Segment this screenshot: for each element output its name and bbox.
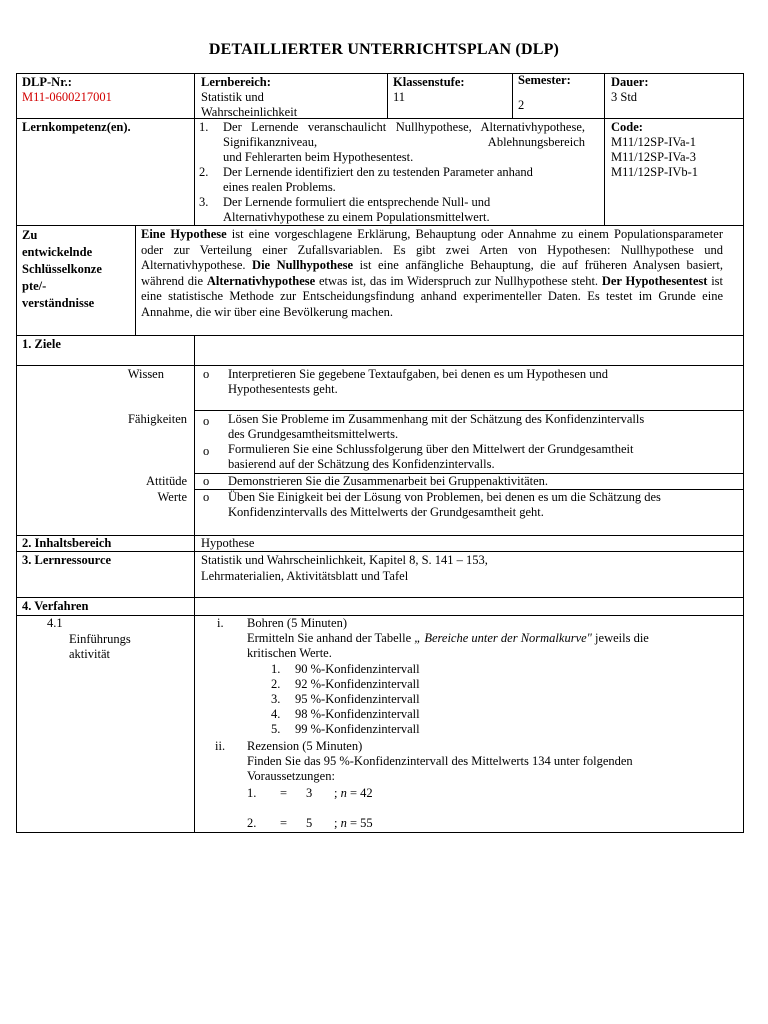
interval-item	[271, 707, 420, 722]
faehigkeiten-label: Fähigkeiten	[127, 412, 187, 426]
col-line	[135, 225, 136, 336]
row-line	[16, 118, 744, 119]
dlp-label: DLP-Nr.:	[22, 75, 72, 89]
row-line	[16, 335, 744, 336]
row-line	[16, 225, 744, 226]
inhalt-label: 2. Inhaltsbereich	[22, 536, 112, 550]
faehigkeiten-text: Formulieren Sie eine Schlussfolgerung über den Mittelwert der Grundgesamtheit	[228, 442, 634, 456]
condition-eq: =	[280, 816, 288, 830]
schluessel-label-line: verständnisse	[22, 296, 95, 310]
table-border-right	[743, 73, 744, 832]
dauer-label: Dauer:	[611, 75, 649, 89]
kompetenz-item	[199, 165, 599, 195]
faehigkeiten-text: des Grundgesamtheitsmittelwerts.	[228, 427, 399, 441]
faehigkeiten-text: basierend auf der Schätzung des Konfidenzintervalls.	[228, 457, 495, 471]
ressource-label: 3. Lernressource	[22, 553, 112, 567]
step-ii-title: Rezension (5 Minuten)	[247, 739, 363, 753]
semester-value: 2	[518, 98, 525, 112]
row-line	[16, 832, 744, 833]
condition-n-value: 42	[360, 786, 373, 800]
code-value: M11/12SP-IVa-1	[611, 135, 696, 149]
step-ii	[247, 739, 633, 784]
condition-n-value: 55	[360, 816, 373, 830]
dlp-number: M11-0600217001	[22, 90, 112, 104]
interval-item	[271, 722, 420, 737]
interval-item	[271, 662, 420, 677]
table-border-left	[16, 73, 17, 832]
klassenstufe-cell	[393, 75, 465, 105]
interval-text: 92 %-Konfidenzintervall	[295, 677, 420, 691]
row-line	[16, 597, 744, 598]
interval-num: 3.	[271, 692, 281, 706]
interval-item	[271, 692, 420, 707]
schluessel-label-line: entwickelnde	[22, 245, 93, 259]
interval-text: 98 %-Konfidenzintervall	[295, 707, 420, 721]
interval-text: 90 %-Konfidenzintervall	[295, 662, 420, 676]
kompetenz-text: Der Lernende formuliert die entsprechende Null- und	[223, 195, 491, 209]
attitude-text: Demonstrieren Sie die Zusammenarbeit bei Gruppenaktivitäten.	[228, 474, 549, 488]
condition-n-eq: =	[346, 816, 361, 830]
wissen-text: Interpretieren Sie gegebene Textaufgaben, bei denen es um Hypothesen und	[228, 367, 609, 381]
attitude-item	[228, 474, 548, 489]
schluessel-paragraph	[141, 227, 723, 320]
code-value: M11/12SP-IVa-3	[611, 150, 696, 164]
step-i	[247, 616, 649, 661]
row-line	[16, 73, 744, 74]
col-line	[604, 73, 605, 226]
verfahren-label: 4. Verfahren	[22, 599, 89, 613]
condition-sep: ;	[334, 816, 341, 830]
condition-sep: ;	[334, 786, 341, 800]
klassenstufe-label: Klassenstufe:	[393, 75, 465, 89]
lernbereich-value-line2: Wahrscheinlichkeit	[201, 105, 298, 119]
interval-text: 95 %-Konfidenzintervall	[295, 692, 420, 706]
schluessel-label-line: pte/-	[22, 279, 47, 293]
faehigkeiten-bullet: o	[203, 414, 210, 428]
schluessel-label	[22, 227, 102, 312]
kompetenz-text: eines realen Problems.	[223, 180, 336, 194]
col-line	[194, 73, 195, 226]
wissen-text: Hypothesentests geht.	[228, 382, 338, 396]
ziele-label: 1. Ziele	[22, 337, 61, 351]
kompetenz-text: Alternativhypothese zu einem Populationsmittelwert.	[223, 210, 490, 224]
lernbereich-label: Lernbereich:	[201, 75, 271, 89]
paragraph-text: etwas ist, das im Widerspruch zur Nullhypothese steht.	[315, 273, 602, 288]
werte-text: Konfidenzintervalls des Mittelwerts der Grundgesamtheit geht.	[228, 505, 544, 519]
kompetenz-num: 1.	[199, 120, 209, 134]
step-ii-text: Voraussetzungen:	[247, 769, 335, 783]
inhalt-value: Hypothese	[201, 536, 255, 550]
instruction-text: jeweils die	[591, 631, 649, 645]
kompetenz-list	[199, 120, 599, 225]
row-line	[16, 535, 744, 536]
paragraph-text: ist eine anfängliche Behauptung, die auf früheren Analysen basiert, während die	[141, 258, 724, 288]
werte-text: Üben Sie Einigkeit bei der Lösung von Problemen, bei denen es um die Schätzung des	[228, 490, 661, 504]
condition-eq: =	[280, 786, 288, 800]
semester-cell	[518, 73, 571, 113]
page-title: DETAILLIERTER UNTERRICHTSPLAN (DLP)	[208, 41, 560, 58]
interval-list	[271, 662, 420, 737]
condition-num: 1.	[247, 786, 257, 800]
step-ii-text: Finden Sie das 95 %-Konfidenzintervall des Mittelwerts 134 unter folgenden	[247, 754, 633, 768]
kompetenz-num: 3.	[199, 195, 209, 209]
condition-row	[247, 786, 373, 801]
kompetenz-item	[199, 120, 599, 165]
werte-item	[228, 490, 661, 520]
werte-bullet: o	[203, 490, 210, 504]
schluessel-label-line: Schlüsselkonze	[22, 262, 102, 276]
klassenstufe-value: 11	[393, 90, 406, 104]
instruction-text: kritischen Werte.	[247, 646, 332, 660]
verfahren-sub-label-line: Einführungs	[69, 632, 131, 646]
kompetenz-num: 2.	[199, 165, 209, 179]
step-i-title: Bohren (5 Minuten)	[247, 616, 347, 630]
kompetenz-text: Der Lernende veranschaulicht Nullhypothese, Alternativhypothese, Signifikanzniveau, Ablehnungsbereich	[223, 120, 585, 149]
col-line	[512, 73, 513, 119]
wissen-label: Wissen	[127, 367, 164, 381]
verfahren-sub-label	[69, 632, 131, 662]
condition-n-var: n	[340, 816, 347, 830]
paragraph-text: ist eine statistische Methode zur Entscheidungsfindung anhand experimenteller Daten. Es testet im Grunde eine Annahme, die wir über eine Bevölkerung machen.	[141, 273, 724, 319]
faehigkeiten-item	[228, 412, 644, 442]
code-value: M11/12SP-IVb-1	[611, 165, 699, 179]
verfahren-sub-num: 4.1	[47, 616, 63, 630]
attitude-bullet: o	[203, 474, 210, 488]
col-line	[387, 73, 388, 119]
condition-n-eq: =	[346, 786, 361, 800]
row-line	[16, 551, 744, 552]
kompetenz-label: Lernkompetenz(en).	[22, 120, 131, 134]
interval-num: 2.	[271, 677, 281, 691]
interval-num: 1.	[271, 662, 281, 676]
verfahren-sub-label-line: aktivität	[69, 647, 110, 661]
lernbereich-cell	[201, 75, 297, 120]
table-reference: „ Bereiche unter der Normalkurve"	[414, 631, 592, 645]
wissen-item	[228, 367, 608, 397]
condition-num: 2.	[247, 816, 257, 830]
dauer-cell	[611, 75, 649, 105]
ressource-text: Statistik und Wahrscheinlichkeit, Kapitel 8, S. 141 – 153,	[201, 553, 488, 567]
instruction-text: Ermitteln Sie anhand der Tabelle	[247, 631, 415, 645]
paragraph-text: ist eine vorgeschlagene Erklärung, Behauptung oder Annahme zu einem Populationsparameter oder zur Verteilung einer Zufallsvariablen. Es gibt zwei Arten von Hypothesen: Nullhypothese und Alternativhypothese.	[141, 227, 723, 272]
attitude-label: Attitüde	[146, 474, 187, 488]
faehigkeiten-bullet: o	[203, 444, 210, 458]
interval-num: 4.	[271, 707, 281, 721]
interval-num: 5.	[271, 722, 281, 736]
faehigkeiten-item	[228, 442, 633, 472]
ressource-value	[201, 553, 488, 584]
semester-label: Semester:	[518, 73, 571, 87]
col-line	[194, 335, 195, 832]
term-hypothese: Eine Hypothese	[141, 227, 227, 241]
term-nullhypothese: Die Nullhypothese	[252, 258, 354, 272]
condition-row	[247, 816, 373, 831]
step-ii-num: ii.	[215, 739, 226, 753]
kompetenz-text: und Fehlerarten beim Hypothesentest.	[223, 150, 414, 164]
dauer-value: 3 Std	[611, 90, 638, 104]
werte-label: Werte	[157, 490, 187, 504]
condition-n-var: n	[340, 786, 347, 800]
lernbereich-value-line1: Statistik und	[201, 90, 264, 104]
wissen-bullet: o	[203, 367, 210, 381]
code-cell	[611, 120, 698, 180]
term-alternativhypothese: Alternativhypothese	[206, 273, 316, 288]
condition-value: 3	[306, 786, 313, 800]
step-i-num: i.	[217, 616, 224, 630]
interval-item	[271, 677, 420, 692]
schluessel-label-line: Zu	[22, 228, 38, 242]
code-label: Code:	[611, 120, 643, 134]
step-i-instruction	[247, 631, 649, 646]
term-hypothesentest: Der Hypothesentest	[601, 273, 708, 288]
kompetenz-item	[199, 195, 599, 225]
interval-text: 99 %-Konfidenzintervall	[295, 722, 420, 736]
kompetenz-text: Der Lernende identifiziert den zu testenden Parameter anhand	[223, 165, 533, 179]
condition-value: 5	[306, 816, 313, 830]
row-line	[194, 410, 744, 411]
faehigkeiten-text: Lösen Sie Probleme im Zusammenhang mit der Schätzung des Konfidenzintervalls	[228, 412, 645, 426]
dlp-cell	[22, 75, 112, 105]
ressource-text: Lehrmaterialien, Aktivitätsblatt und Tafel	[201, 569, 409, 583]
row-line	[16, 365, 744, 366]
